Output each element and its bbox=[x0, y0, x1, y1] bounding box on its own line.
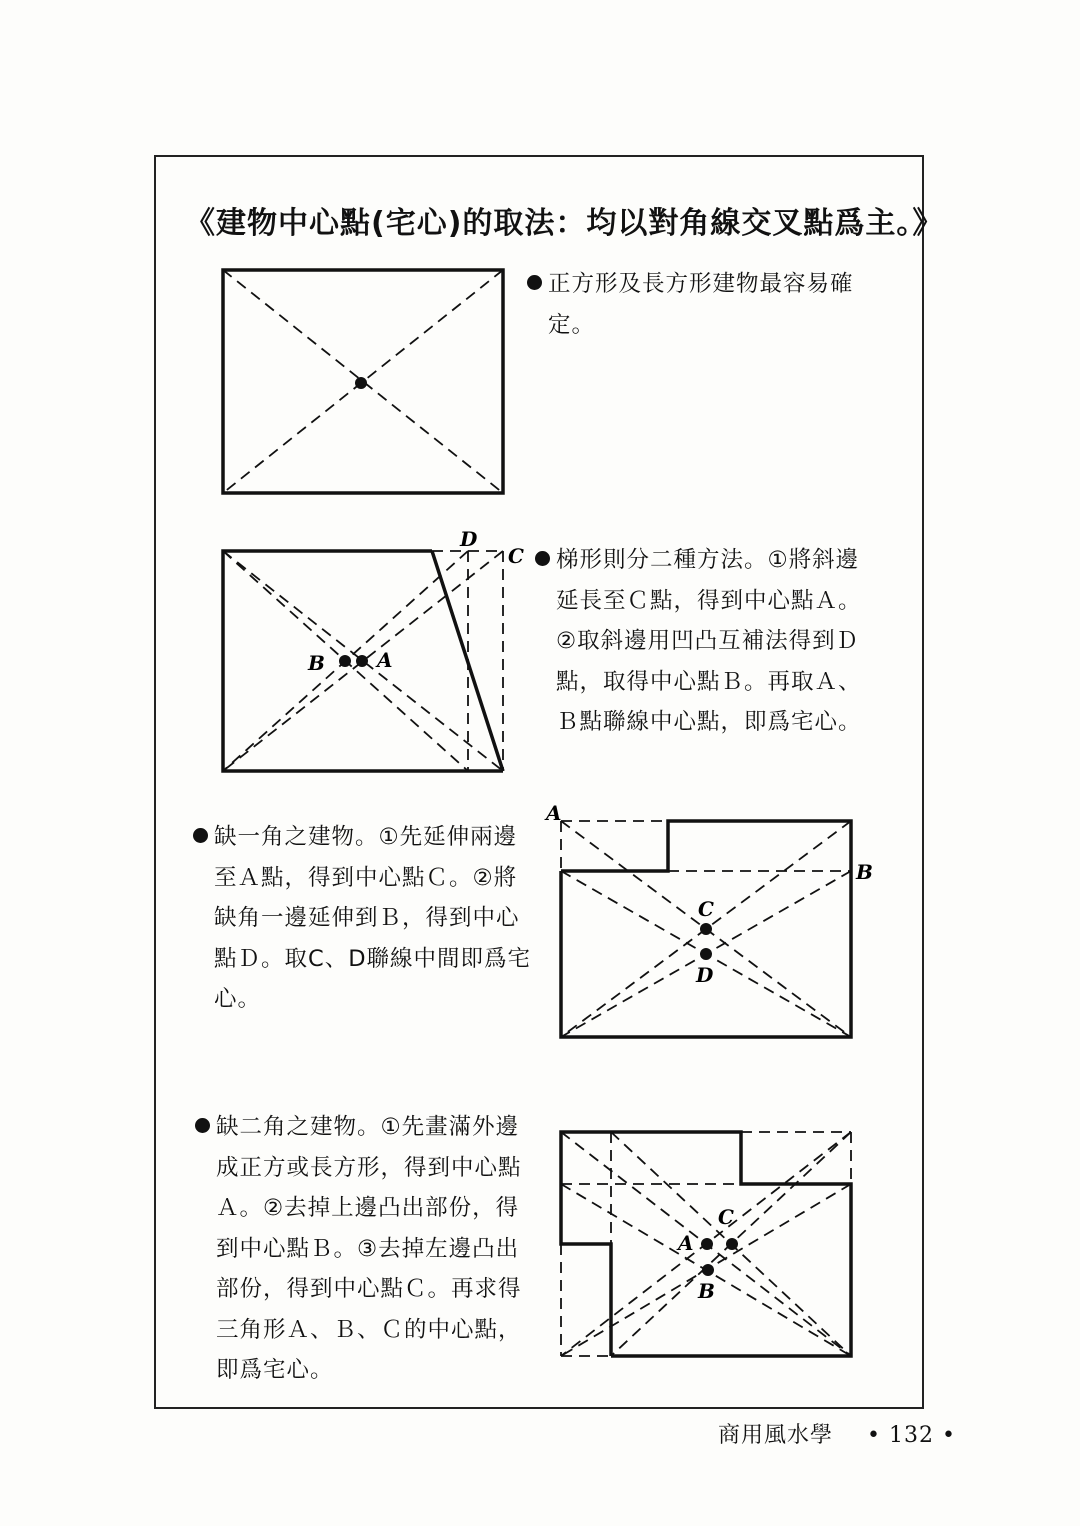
section-2-line-5: Ｂ點聯線中心點，即爲宅心。 bbox=[556, 709, 862, 735]
label-a: A bbox=[546, 801, 562, 825]
page-title: 《建物中心點(宅心)的取法：均以對角線交叉點爲主。》 bbox=[185, 206, 944, 241]
section-4-line-4: 到中心點Ｂ。③去掉左邊凸出 bbox=[216, 1235, 520, 1262]
book-title: 商用風水學 bbox=[718, 1423, 834, 1448]
section-1-line-2: 定。 bbox=[548, 311, 596, 338]
label-b: B bbox=[698, 1279, 715, 1303]
label-b: B bbox=[308, 651, 325, 675]
section-4-line-2: 成正方或長方形，得到中心點 bbox=[216, 1154, 522, 1181]
page-footer bbox=[718, 1418, 956, 1449]
label-d: D bbox=[696, 963, 714, 987]
section-3-line-5: 心。 bbox=[214, 986, 262, 1012]
section-2-line-4: 點，取得中心點Ｂ。再取Ａ、 bbox=[556, 668, 862, 695]
label-c: C bbox=[698, 897, 714, 921]
center-point bbox=[355, 377, 367, 389]
figure-missing-two-corners bbox=[561, 1132, 851, 1356]
section-3-line-3: 缺角一邊延伸到Ｂ，得到中心 bbox=[214, 905, 520, 931]
point-a bbox=[356, 655, 368, 667]
section-4-line-7: 即爲宅心。 bbox=[216, 1357, 334, 1383]
figure-missing-one-corner bbox=[561, 821, 851, 1037]
figure-trapezoid bbox=[223, 551, 503, 771]
section-4-line-5: 部份，得到中心點Ｃ。再求得 bbox=[216, 1276, 522, 1302]
section-3-line-1: 缺一角之建物。①先延伸兩邊 bbox=[214, 824, 518, 850]
label-a: A bbox=[678, 1231, 694, 1255]
section-4-line-6: 三角形Ａ、Ｂ、Ｃ的中心點， bbox=[216, 1316, 522, 1343]
label-b: B bbox=[856, 860, 873, 884]
section-2-line-3: ②取斜邊用凹凸互補法得到Ｄ bbox=[556, 628, 860, 654]
point-c bbox=[726, 1238, 738, 1250]
section-1-line-1: 正方形及長方形建物最容易確 bbox=[548, 271, 854, 297]
point-b bbox=[339, 655, 351, 667]
section-3-line-4: 點Ｄ。取C、D聯線中間即爲宅 bbox=[214, 945, 532, 972]
label-c: C bbox=[718, 1205, 734, 1229]
section-4-line-3: Ａ。②去掉上邊凸出部份，得 bbox=[216, 1195, 520, 1221]
section-3-line-2: 至Ａ點，得到中心點Ｃ。②將 bbox=[214, 864, 518, 891]
point-b bbox=[702, 1264, 714, 1276]
point-a bbox=[701, 1238, 713, 1250]
section-4-line-1: 缺二角之建物。①先畫滿外邊 bbox=[216, 1114, 520, 1140]
page-number: • 132 • bbox=[867, 1423, 956, 1448]
label-a: A bbox=[377, 648, 393, 672]
section-2-line-2: 延長至Ｃ點，得到中心點Ａ。 bbox=[556, 587, 862, 614]
point-d bbox=[700, 948, 712, 960]
figure-rectangle bbox=[223, 270, 503, 493]
point-c bbox=[700, 923, 712, 935]
label-d: D bbox=[460, 527, 478, 551]
section-2-line-1: 梯形則分二種方法。①將斜邊 bbox=[556, 547, 860, 573]
label-c: C bbox=[508, 544, 524, 568]
